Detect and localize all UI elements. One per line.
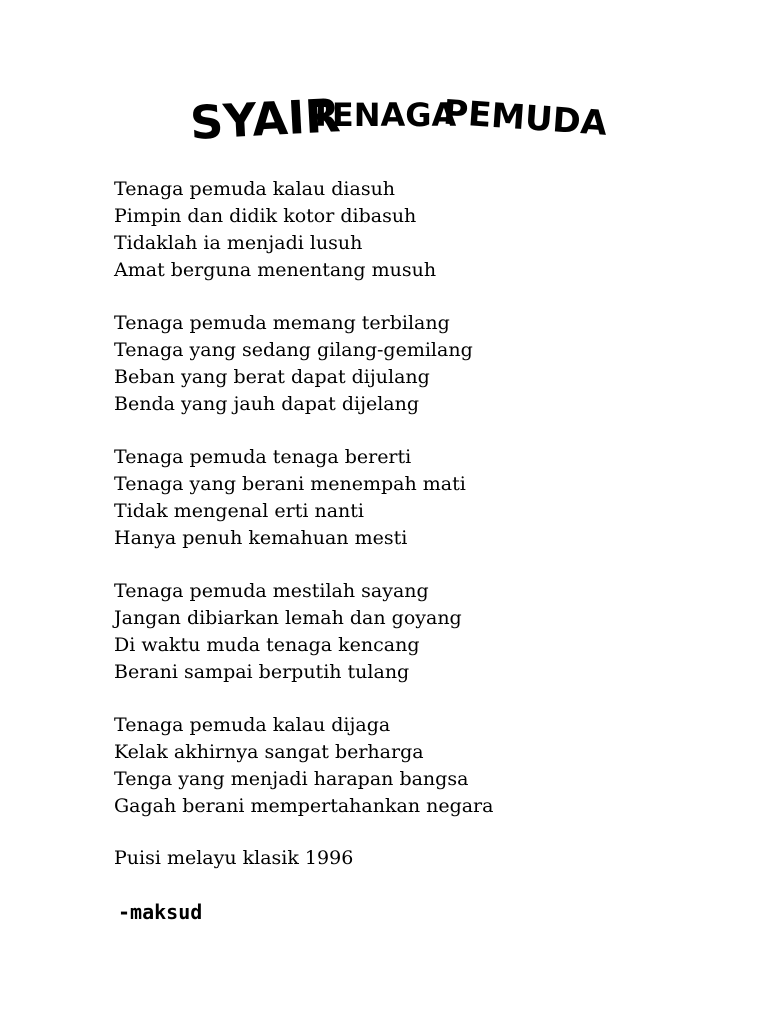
poem-line: Di waktu muda tenaga kencang [114, 634, 420, 656]
poem-line: Amat berguna menentang musuh [114, 259, 437, 281]
author-signature: -maksud [118, 900, 203, 924]
poem-line: Tenaga pemuda mestilah sayang [114, 580, 429, 602]
stanza-4 [114, 578, 674, 686]
poem-line: Berani sampai berputih tulang [114, 661, 410, 683]
poem-line: Tenaga pemuda kalau dijaga [114, 714, 391, 736]
poem-line: Tenaga pemuda tenaga bererti [114, 446, 412, 468]
poem-line: Kelak akhirnya sangat berharga [114, 741, 424, 763]
stanza-3 [114, 444, 674, 552]
poem-title [188, 78, 609, 158]
poem-line: Pimpin dan didik kotor dibasuh [114, 205, 417, 227]
poem-line: Jangan dibiarkan lemah dan goyang [114, 607, 462, 629]
poem-line: Tidak mengenal erti nanti [114, 500, 364, 522]
poem-line: Tenaga yang sedang gilang-gemilang [114, 339, 473, 361]
poem-line: Tenaga pemuda memang terbilang [114, 312, 450, 334]
title-word-syair: SYAIR [188, 88, 342, 150]
poem-line: Beban yang berat dapat dijulang [114, 366, 430, 388]
title-graphic [188, 78, 609, 158]
poem-line: Tenga yang menjadi harapan bangsa [114, 768, 469, 790]
poem-line: Hanya penuh kemahuan mesti [114, 527, 408, 549]
stanza-1 [114, 176, 674, 284]
poem-line: Tenaga pemuda kalau diasuh [114, 178, 396, 200]
poem-line: Tenaga yang berani menempah mati [114, 473, 466, 495]
stanza-5 [114, 712, 674, 820]
poem-line: Benda yang jauh dapat dijelang [114, 393, 420, 415]
title-word-tenaga: TENAGA [310, 96, 457, 134]
poem-line: Gagah berani mempertahankan negara [114, 795, 494, 817]
poem-line: Tidaklah ia menjadi lusuh [114, 232, 363, 254]
title-word-pemuda: PEMUDA [441, 92, 609, 144]
poem-source: Puisi melayu klasik 1996 [114, 847, 354, 869]
poem-body [114, 176, 674, 846]
stanza-2 [114, 310, 674, 418]
